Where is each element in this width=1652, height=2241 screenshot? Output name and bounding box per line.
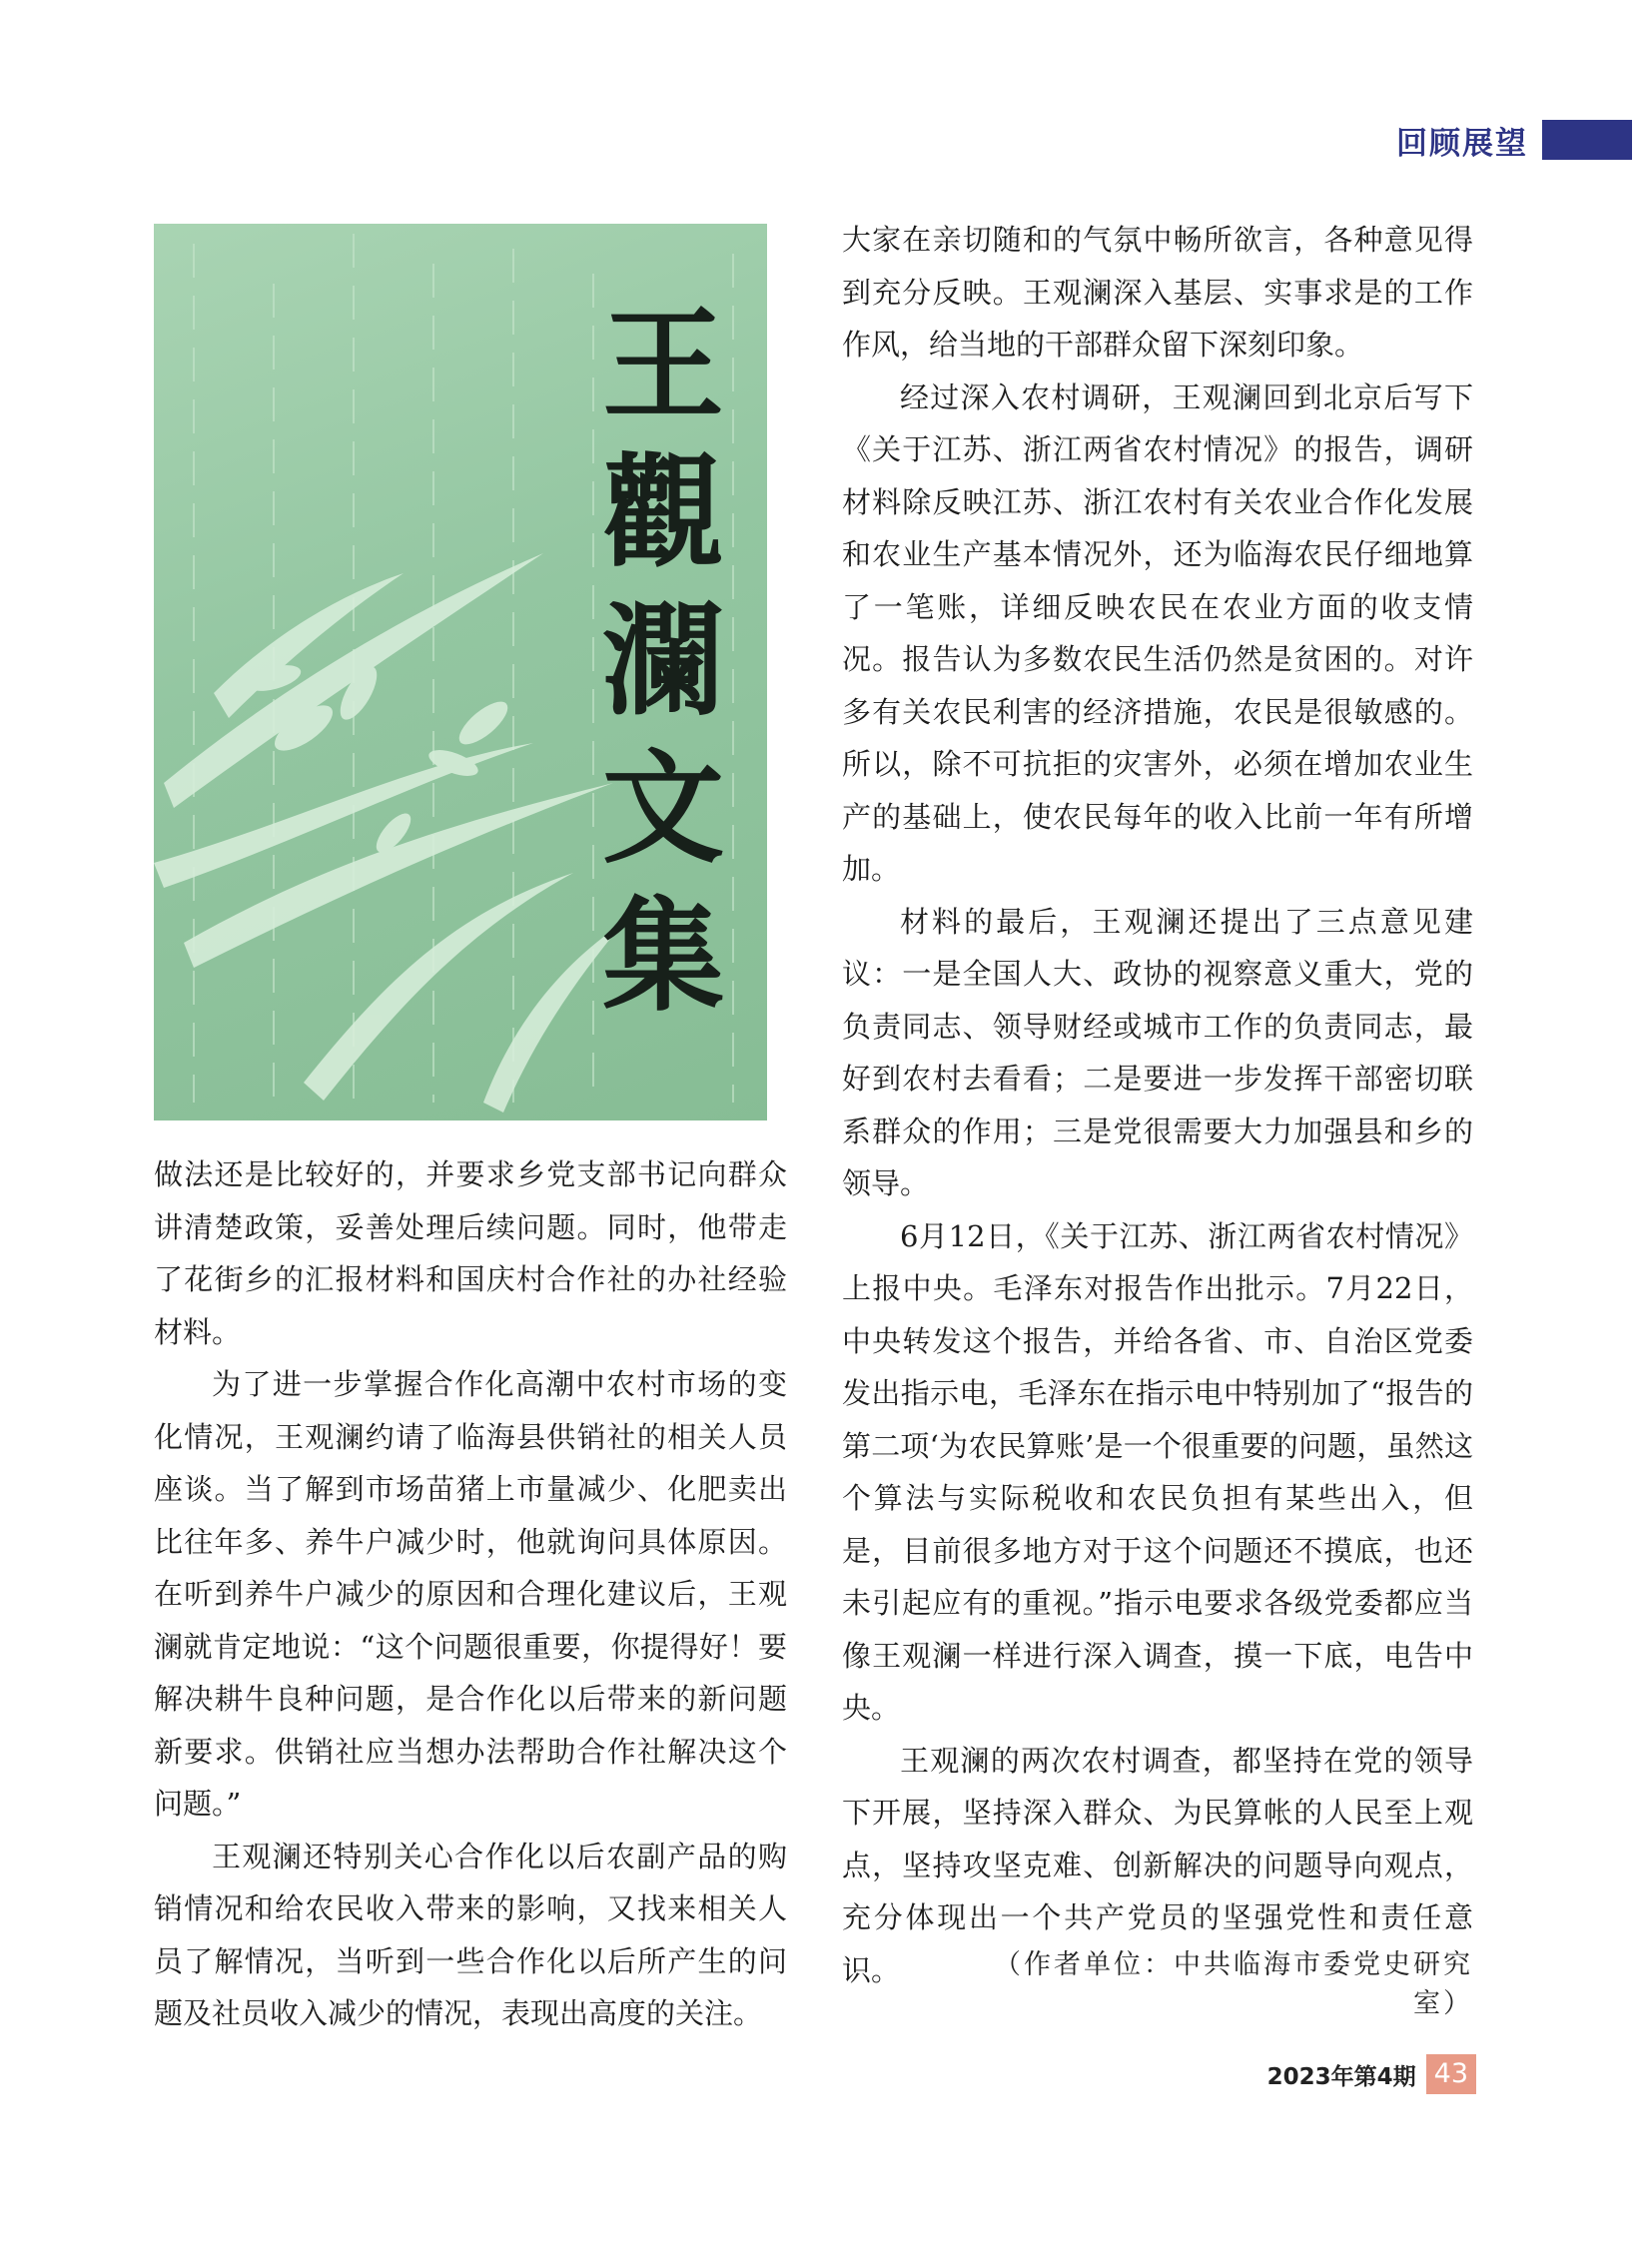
issue-label: 2023年第4期 xyxy=(1266,2063,1416,2090)
book-cover-image xyxy=(154,224,767,1120)
paragraph: 6月12日，《关于江苏、浙江两省农村情况》上报中央。毛泽东对报告作出批示。7月22日，中央转发这个报告，并给各省、市、自治区党委发出指示电，毛泽东在指示电中特别加了“报告的第二项‘为农民算账’是一个很重要的问题，虽然这个算法与实际税收和农民负担有某些出入，但是，目前很多地方对于这个问题还不摸底，也还未引起应有的重视。”指示电要求各级党委都应当像王观澜一样进行深入调查，摸一下底，电告中央。 xyxy=(842,1218,1473,1725)
cover-title-char: 王 xyxy=(602,293,724,436)
paragraph: 做法还是比较好的，并要求乡党支部书记向群众讲清楚政策，妥善处理后续问题。同时，他带走了花街乡的汇报材料和国庆村合作社的办社经验材料。 xyxy=(154,1157,787,1349)
page-number: 43 xyxy=(1426,2054,1476,2094)
paragraph: 大家在亲切随和的气氛中畅所欲言，各种意见得到充分反映。王观澜深入基层、实事求是的工作作风，给当地的干部群众留下深刻印象。 xyxy=(842,223,1473,362)
page-footer xyxy=(1267,2054,1476,2094)
paragraph: 为了进一步掌握合作化高潮中农村市场的变化情况，王观澜约请了临海县供销社的相关人员座谈。当了解到市场苗猪上市量减少、化肥卖出比往年多、养牛户减少时，他就询问具体原因。在听到养牛户减少的原因和合理化建议后，王观澜就肯定地说：“这个问题很重要，你提得好！要解决耕牛良种问题，是合作化以后带来的新问题新要求。供销社应当想办法帮助合作社解决这个问题。” xyxy=(154,1367,787,1821)
cover-title-char: 文 xyxy=(602,736,724,880)
cover-title-char: 集 xyxy=(602,884,724,1028)
paragraph: 经过深入农村调研，王观澜回到北京后写下《关于江苏、浙江两省农村情况》的报告，调研材料除反映江苏、浙江农村有关农业合作化发展和农业生产基本情况外，还为临海农民仔细地算了一笔账，详细反映农民在农业方面的收支情况。报告认为多数农民生活仍然是贫困的。对许多有关农民利害的经济措施，农民是很敏感的。所以，除不可抗拒的灾害外，必须在增加农业生产的基础上，使农民每年的收入比前一年有所增加。 xyxy=(842,379,1473,886)
cover-title-char: 觀 xyxy=(602,440,724,584)
paragraph: 王观澜还特别关心合作化以后农副产品的购销情况和给农民收入带来的影响，又找来相关人员了解情况，当听到一些合作化以后所产生的问题及社员收入减少的情况，表现出高度的关注。 xyxy=(154,1839,787,2030)
author-affiliation: （作者单位：中共临海市委党史研究室） xyxy=(994,1949,1473,2019)
section-header xyxy=(1396,118,1632,162)
paragraph: 材料的最后，王观澜还提出了三点意见建议：一是全国人大、政协的视察意义重大，党的负责同志、领导财经或城市工作的负责同志，最好到农村去看看；二是要进一步发挥干部密切联系群众的作用；三是党很需要大力加强县和乡的领导。 xyxy=(842,904,1473,1200)
left-column xyxy=(154,1148,787,2040)
section-color-bar xyxy=(1542,120,1632,160)
section-label: 回顾展望 xyxy=(1396,125,1528,162)
cover-title-char: 瀾 xyxy=(602,588,724,732)
paragraph: 王观澜的两次农村调查，都坚持在党的领导下开展，坚持深入群众、为民算帐的人民至上观点，坚持攻坚克难、创新解决的问题导向观点，充分体现出一个共产党员的坚强党性和责任意识。 xyxy=(842,1743,1473,1987)
right-column xyxy=(842,214,1473,1996)
